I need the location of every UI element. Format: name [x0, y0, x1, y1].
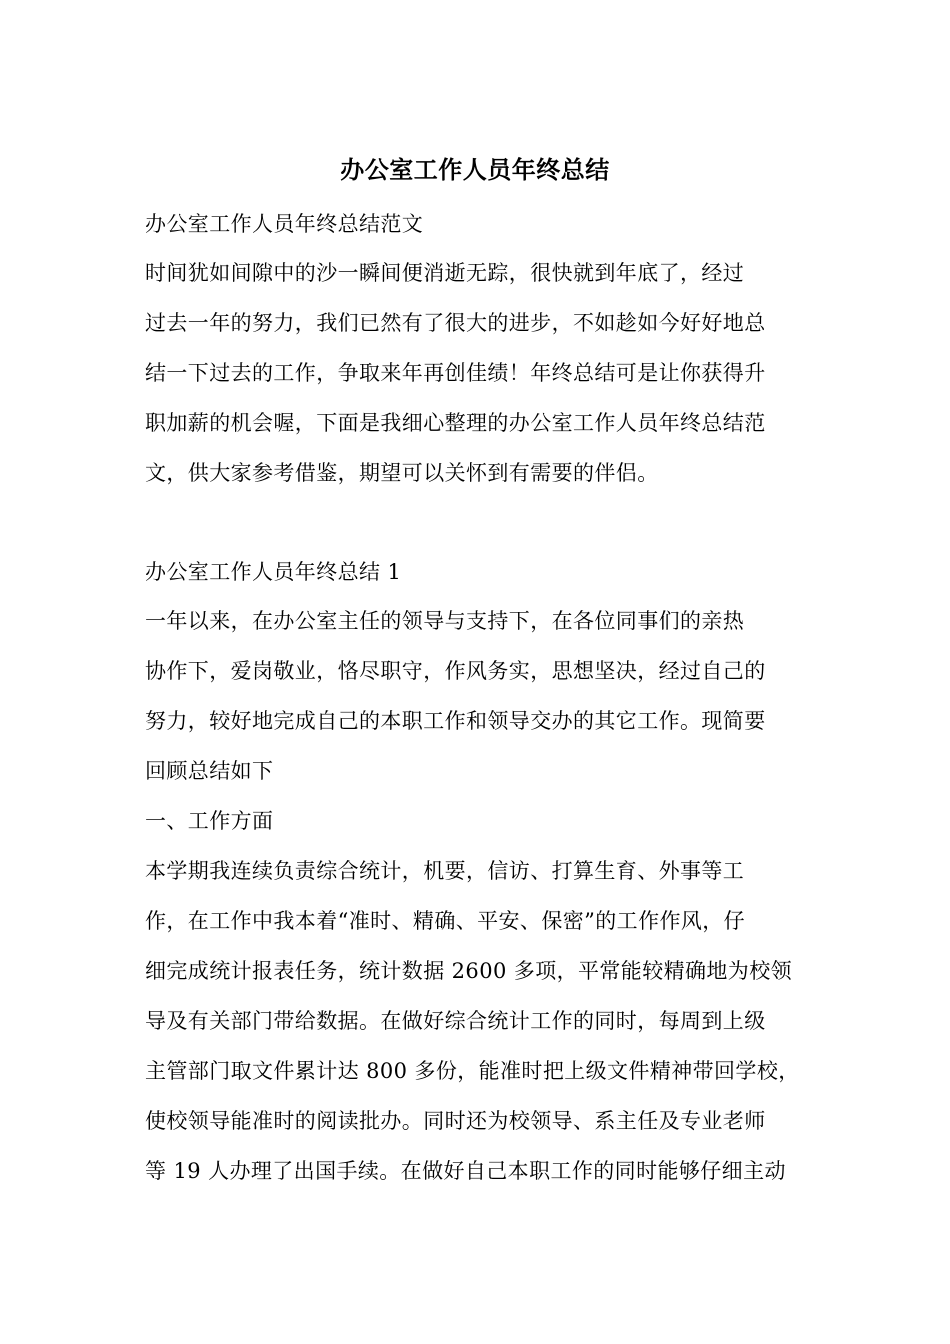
- paragraph-line: 主管部门取文件累计达 800 多份，能准时把上级文件精神带回学校，: [145, 1059, 800, 1083]
- subsection-heading: 一、工作方面: [145, 809, 274, 833]
- document-title: 办公室工作人员年终总结: [340, 155, 610, 184]
- paragraph-line: 一年以来，在办公室主任的领导与支持下，在各位同事们的亲热: [145, 609, 745, 633]
- paragraph-line: 本学期我连续负责综合统计，机要，信访、打算生育、外事等工: [145, 859, 745, 883]
- paragraph-line: 职加薪的机会喔，下面是我细心整理的办公室工作人员年终总结范: [145, 411, 766, 435]
- paragraph-line: 细完成统计报表任务，统计数据 2600 多项，平常能较精确地为校领: [145, 959, 792, 983]
- subtitle: 办公室工作人员年终总结范文: [145, 212, 424, 236]
- paragraph-line: 文，供大家参考借鉴，期望可以关怀到有需要的伴侣。: [145, 461, 659, 485]
- section-heading: 办公室工作人员年终总结 1: [145, 560, 402, 584]
- paragraph-line: 过去一年的努力，我们已然有了很大的进步，不如趁如今好好地总: [145, 311, 766, 335]
- paragraph-line: 作，在工作中我本着“准时、精确、平安、保密”的工作作风，仔: [145, 909, 746, 933]
- paragraph-line: 使校领导能准时的阅读批办。同时还为校领导、系主任及专业老师: [145, 1109, 766, 1133]
- paragraph-line: 回顾总结如下: [145, 759, 274, 783]
- paragraph-line: 协作下，爱岗敬业，恪尽职守，作风务实，思想坚决，经过自己的: [145, 659, 766, 683]
- paragraph-line: 等 19 人办理了出国手续。在做好自己本职工作的同时能够仔细主动: [145, 1159, 786, 1183]
- paragraph-line: 时间犹如间隙中的沙一瞬间便消逝无踪，很快就到年底了，经过: [145, 261, 745, 285]
- paragraph-line: 导及有关部门带给数据。在做好综合统计工作的同时，每周到上级: [145, 1009, 766, 1033]
- paragraph-line: 结一下过去的工作，争取来年再创佳绩！年终总结可是让你获得升: [145, 361, 766, 385]
- paragraph-line: 努力，较好地完成自己的本职工作和领导交办的其它工作。现简要: [145, 709, 766, 733]
